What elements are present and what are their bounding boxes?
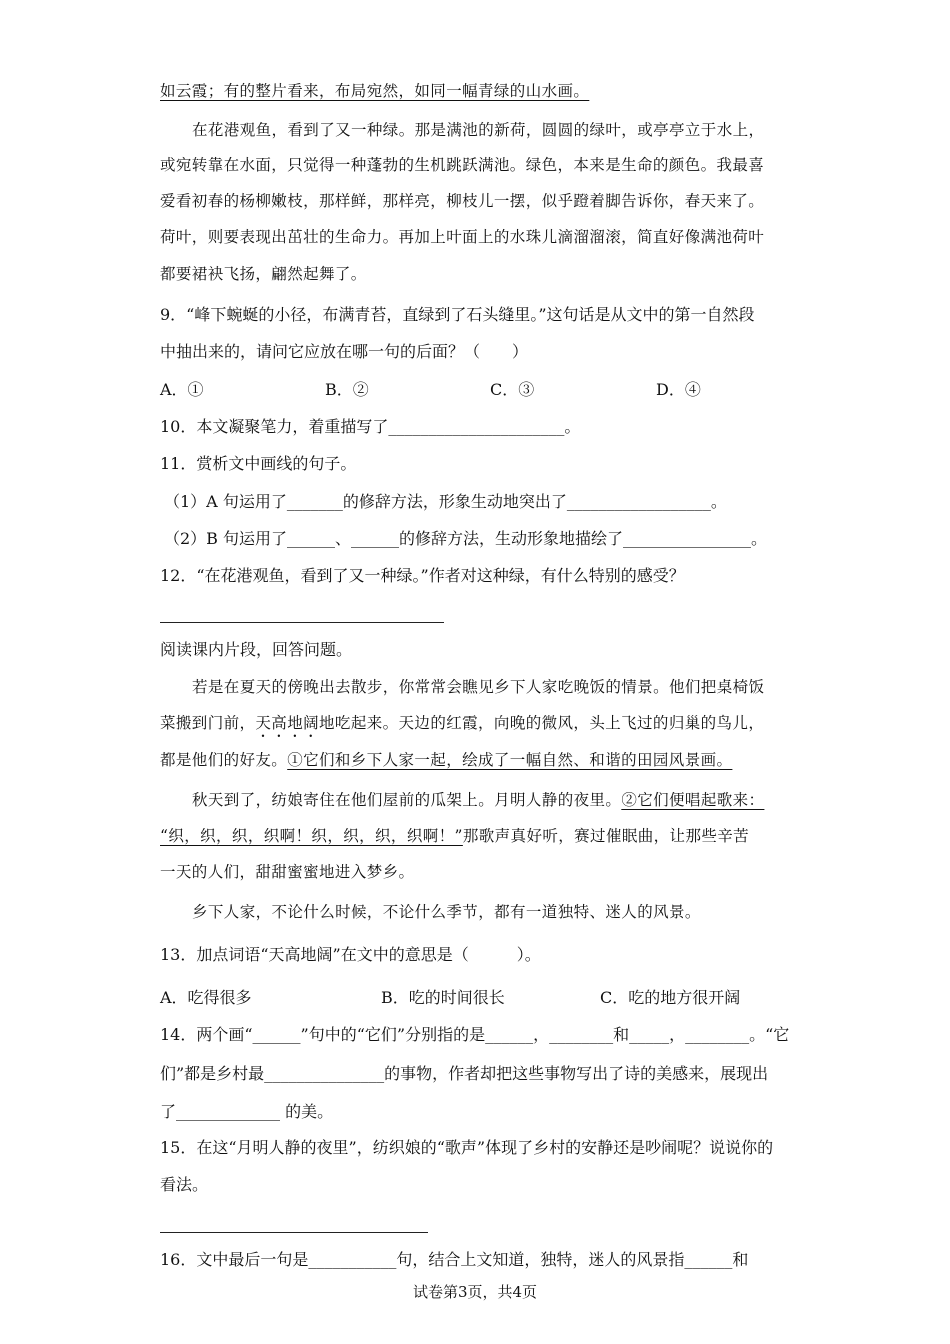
passage1-line3: 或宛转靠在水面，只觉得一种蓬勃的生机跳跃满池。绿色，本来是生命的颜色。我最喜 — [160, 156, 765, 174]
q9-line2: 中抽出来的，请问它应放在哪一句的后面？（ ） — [160, 342, 529, 361]
q15-line2: 看法。 — [160, 1175, 209, 1194]
q9-option-b[interactable]: B．② — [325, 380, 369, 399]
passage1-line6: 都要裙袂飞扬，翩然起舞了。 — [160, 265, 367, 283]
passage1-line5: 荷叶，则要表现出茁壮的生命力。再加上叶面上的水珠儿滴溜溜滚，简直好像满池荷叶 — [160, 228, 765, 246]
q11-sub2: （2）B 句运用了______、______的修辞方法，生动形象地描绘了________________。 — [164, 529, 768, 548]
q15-line1: 15．在这“月明人静的夜里”，纺织娘的“歌声”体现了乡村的安静还是吵闹呢？说说你的 — [160, 1138, 774, 1157]
q13-text: 13．加点词语“天高地阔”在文中的意思是（ ）。 — [160, 945, 541, 964]
passage2-p1-line1: 若是在夏天的傍晚出去散步，你常常会瞧见乡下人家吃晚饭的情景。他们把桌椅饭 — [192, 678, 765, 696]
q9-option-d[interactable]: D．④ — [656, 380, 701, 399]
passage2-p1-line2b: 地吃起来。天边的红霞，向晚的微风，头上飞过的归巢的鸟儿， — [319, 714, 765, 732]
passage1-line4: 爱看初春的杨柳嫩枝，那样鲜，那样亮，柳枝儿一摆，似乎蹬着脚告诉你，春天来了。 — [160, 192, 765, 210]
q9-option-a[interactable]: A．① — [160, 380, 204, 399]
q14-line2: 们”都是乡村最_______________的事物，作者却把这些事物写出了诗的美感来，展现出 — [160, 1064, 769, 1083]
underlined-sentence-1: ①它们和乡下人家一起，绘成了一幅自然、和谐的田园风景画。 — [287, 751, 733, 769]
passage2-p2-line3: 一天的人们，甜甜蜜蜜地进入梦乡。 — [160, 863, 415, 881]
dotted-phrase: 天高地阔 — [255, 714, 320, 732]
underlined-sentence-2a: ②它们便唱起歌来： — [621, 791, 765, 809]
q11-title: 11．赏析文中画线的句子。 — [160, 454, 357, 473]
q12-text: 12．“在花港观鱼，看到了又一种绿。”作者对这种绿，有什么特别的感受？ — [160, 566, 685, 585]
passage2-p2-line1a: 秋天到了，纺娘寄住在他们屋前的瓜架上。月明人静的夜里。 — [192, 791, 622, 809]
passage1-line1: 如云霞；有的整片看来，布局宛然，如同一幅青绿的山水画。 — [160, 82, 590, 100]
q15-answer-line[interactable] — [160, 1232, 428, 1233]
underlined-sentence-2b: “织，织，织，织啊！织，织，织，织啊！” — [160, 827, 463, 845]
q14-line3: 了_____________ 的美。 — [160, 1102, 334, 1121]
q12-answer-line[interactable] — [160, 622, 444, 623]
q11-sub1: （1）A 句运用了_______的修辞方法，形象生动地突出了__________________。 — [164, 492, 727, 511]
q10-text: 10．本文凝聚笔力，着重描写了______________________。 — [160, 417, 581, 436]
passage1-line2: 在花港观鱼，看到了又一种绿。那是满池的新荷，圆圆的绿叶，或亭亭立于水上， — [192, 121, 765, 139]
passage2-p2-line2b: 那歌声真好听，赛过催眠曲，让那些辛苦 — [462, 827, 750, 845]
passage2-p3-line1: 乡下人家，不论什么时候，不论什么季节，都有一道独特、迷人的风景。 — [192, 903, 701, 921]
passage2-p1-line3a: 都是他们的好友。 — [160, 751, 288, 769]
passage2-p2-line1 — [192, 788, 764, 812]
q13-option-b[interactable]: B．吃的时间很长 — [381, 988, 505, 1007]
q13-option-a[interactable]: A．吃得很多 — [160, 988, 252, 1007]
passage2-p1-line3 — [160, 748, 732, 772]
page-footer: 试卷第3页，共4页 — [412, 1283, 538, 1301]
q9-option-c[interactable]: C．③ — [490, 380, 535, 399]
q9-line1: 9．“峰下蜿蜒的小径，布满青苔，直绿到了石头缝里。”这句话是从文中的第一自然段 — [160, 305, 755, 324]
reading-instruction: 阅读课内片段，回答问题。 — [160, 640, 353, 659]
q16-text: 16．文中最后一句是___________句，结合上文知道，独特，迷人的风景指______和 — [160, 1250, 749, 1269]
passage2-p1-line2 — [160, 711, 764, 741]
passage2-p2-line2 — [160, 824, 749, 848]
q13-option-c[interactable]: C．吃的地方很开阔 — [600, 988, 741, 1007]
passage2-p1-line2a: 菜搬到门前， — [160, 714, 256, 732]
q14-line1: 14．两个画“______”句中的“它们”分别指的是______，________和_____，________。“它 — [160, 1025, 790, 1044]
